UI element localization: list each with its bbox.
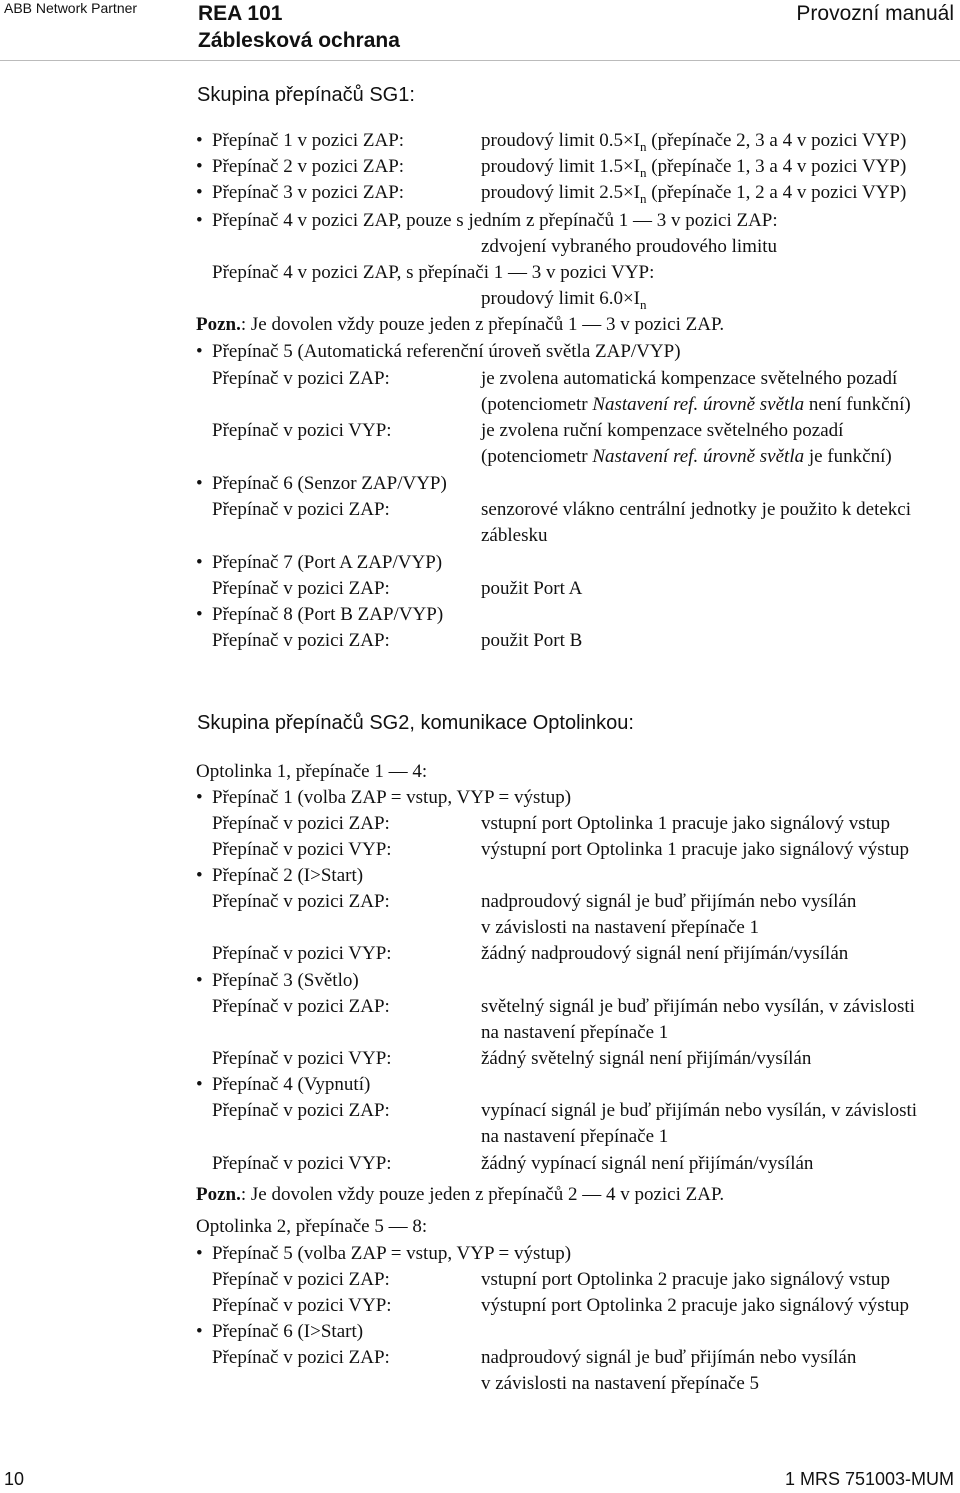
switch-value: na nastavení přepínače 1 <box>481 1022 669 1043</box>
switch-value: žádný vypínací signál není přijímán/vysílán <box>481 1153 814 1174</box>
switch-label: Přepínač 4 v pozici ZAP, pouze s jedním z přepínačů 1 — 3 v pozici ZAP: <box>212 210 778 231</box>
switch-heading: Přepínač 1 (volba ZAP = vstup, VYP = výstup) <box>212 787 572 808</box>
switch-value: proudový limit $2.5\times I_n$ (přepínače 1, 2 a 4 v pozici VYP) <box>481 182 907 206</box>
list-item: • <box>196 970 203 991</box>
switch-value: na nastavení přepínače 1 <box>481 1126 669 1147</box>
switch-value: záblesku <box>481 525 548 546</box>
switch-heading: Přepínač 7 (Port A ZAP/VYP) <box>212 552 443 573</box>
switch-value: proudový limit $6.0\times I_n$ <box>481 288 647 312</box>
list-item: • <box>196 865 203 886</box>
switch-heading: Přepínač 6 (I>Start) <box>212 1321 364 1342</box>
switch-label: Přepínač v pozici ZAP: <box>212 1347 390 1368</box>
switch-label: Přepínač 3 v pozici ZAP: <box>212 182 405 203</box>
switch-label: Přepínač v pozici ZAP: <box>212 813 390 834</box>
switch-label: Přepínač 4 v pozici ZAP, s přepínači 1 — 3 v pozici VYP: <box>212 262 655 283</box>
product-name: REA 101 <box>198 2 283 25</box>
switch-value: světelný signál je buď přijímán nebo vysílán, v závislosti <box>481 996 915 1017</box>
switch-label: Přepínač v pozici ZAP: <box>212 1100 390 1121</box>
switch-label: Přepínač v pozici VYP: <box>212 420 392 441</box>
switch-label: Přepínač v pozici ZAP: <box>212 1269 390 1290</box>
page-number: 10 <box>4 1469 25 1489</box>
list-item: • <box>196 473 203 494</box>
switch-value: je zvolena automatická kompenzace světelného pozadí <box>481 368 898 389</box>
switch-value: zdvojení vybraného proudového limitu <box>481 236 778 257</box>
list-item: • <box>196 1074 203 1095</box>
switch-label: Přepínač v pozici VYP: <box>212 943 392 964</box>
sg1-title: Skupina přepínačů SG1: <box>197 84 415 106</box>
switch-value: (potenciometr Nastavení ref. úrovně světla je funkční) <box>481 446 892 467</box>
header-divider <box>0 60 960 61</box>
sg2-title: Skupina přepínačů SG2, komunikace Optolinkou: <box>197 712 634 734</box>
switch-label: Přepínač 1 v pozici ZAP: <box>212 130 405 151</box>
list-item: • <box>196 1243 203 1264</box>
document-id: 1 MRS 751003-MUM <box>784 1469 954 1489</box>
switch-heading: Přepínač 5 (volba ZAP = vstup, VYP = výstup) <box>212 1243 572 1264</box>
switch-value: žádný světelný signál není přijímán/vysílán <box>481 1048 812 1069</box>
switch-label: Přepínač v pozici ZAP: <box>212 630 390 651</box>
list-item: • <box>196 210 203 231</box>
switch-value: výstupní port Optolinka 1 pracuje jako signálový výstup <box>481 839 909 860</box>
note: Pozn.: Je dovolen vždy pouze jeden z přepínačů 2 — 4 v pozici ZAP. <box>196 1184 725 1205</box>
list-item: • <box>196 787 203 808</box>
switch-label: Přepínač v pozici ZAP: <box>212 891 390 912</box>
list-item: • <box>196 130 203 151</box>
switch-value: je zvolena ruční kompenzace světelného pozadí <box>481 420 844 441</box>
switch-value: senzorové vlákno centrální jednotky je použito k detekci <box>481 499 911 520</box>
switch-label: Přepínač v pozici ZAP: <box>212 499 390 520</box>
switch-value: nadproudový signál je buď přijímán nebo vysílán <box>481 891 857 912</box>
switch-label: Přepínač v pozici ZAP: <box>212 368 390 389</box>
switch-value: použit Port B <box>481 630 583 651</box>
list-item: • <box>196 182 203 203</box>
switch-label: Přepínač v pozici VYP: <box>212 1048 392 1069</box>
switch-value: vypínací signál je buď přijímán nebo vysílán, v závislosti <box>481 1100 918 1121</box>
list-item: • <box>196 604 203 625</box>
switch-label: Přepínač 2 v pozici ZAP: <box>212 156 405 177</box>
document-title <box>198 0 400 54</box>
subsection-heading: Optolinka 1, přepínače 1 — 4: <box>196 761 428 782</box>
switch-value: žádný nadproudový signál není přijímán/vysílán <box>481 943 849 964</box>
switch-value: nadproudový signál je buď přijímán nebo vysílán <box>481 1347 857 1368</box>
company-name: ABB Network Partner <box>4 0 138 16</box>
note: Pozn.: Je dovolen vždy pouze jeden z přepínačů 1 — 3 v pozici ZAP. <box>196 314 725 335</box>
switch-heading: Přepínač 3 (Světlo) <box>212 970 359 991</box>
switch-label: Přepínač v pozici ZAP: <box>212 578 390 599</box>
switch-heading: Přepínač 2 (I>Start) <box>212 865 364 886</box>
list-item: • <box>196 552 203 573</box>
subsection-heading: Optolinka 2, přepínače 5 — 8: <box>196 1216 428 1237</box>
product-subtitle: Záblesková ochrana <box>198 29 400 52</box>
switch-value: (potenciometr Nastavení ref. úrovně světla není funkční) <box>481 394 911 415</box>
switch-value: proudový limit $0.5\times I_n$ (přepínače 2, 3 a 4 v pozici VYP) <box>481 130 907 154</box>
switch-heading: Přepínač 5 (Automatická referenční úroveň světla ZAP/VYP) <box>212 341 681 362</box>
list-item: • <box>196 156 203 177</box>
switch-value: v závislosti na nastavení přepínače 1 <box>481 917 760 938</box>
switch-value: vstupní port Optolinka 1 pracuje jako signálový vstup <box>481 813 890 834</box>
list-item: • <box>196 1321 203 1342</box>
switch-heading: Přepínač 6 (Senzor ZAP/VYP) <box>212 473 447 494</box>
switch-value: proudový limit $1.5\times I_n$ (přepínače 1, 3 a 4 v pozici VYP) <box>481 156 907 180</box>
switch-value: vstupní port Optolinka 2 pracuje jako signálový vstup <box>481 1269 890 1290</box>
switch-heading: Přepínač 8 (Port B ZAP/VYP) <box>212 604 444 625</box>
list-item: • <box>196 341 203 362</box>
switch-value: výstupní port Optolinka 2 pracuje jako signálový výstup <box>481 1295 909 1316</box>
switch-label: Přepínač v pozici VYP: <box>212 1153 392 1174</box>
switch-label: Přepínač v pozici VYP: <box>212 1295 392 1316</box>
switch-value: v závislosti na nastavení přepínače 5 <box>481 1373 760 1394</box>
document-type: Provozní manuál <box>796 2 954 25</box>
switch-heading: Přepínač 4 (Vypnutí) <box>212 1074 371 1095</box>
switch-value: použit Port A <box>481 578 583 599</box>
switch-label: Přepínač v pozici VYP: <box>212 839 392 860</box>
switch-label: Přepínač v pozici ZAP: <box>212 996 390 1017</box>
